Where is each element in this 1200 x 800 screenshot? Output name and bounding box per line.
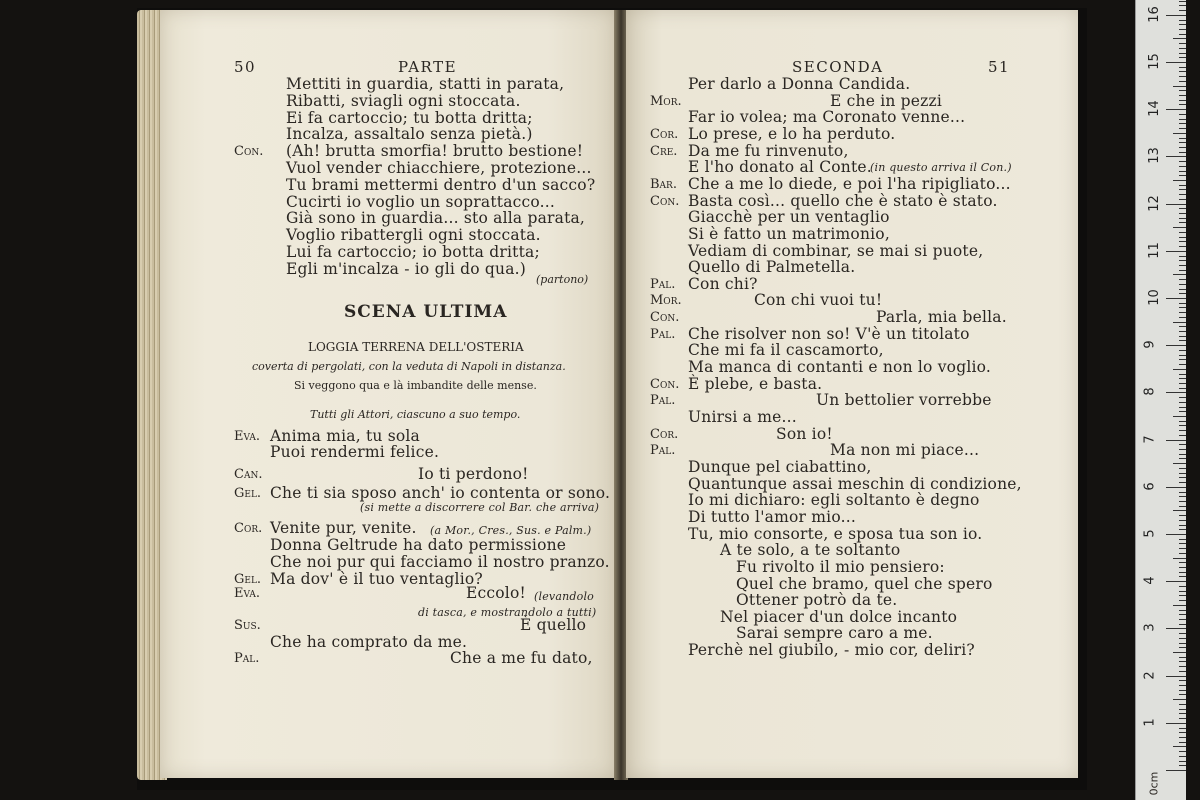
ruler-tick (1179, 128, 1186, 129)
ruler-tick (1179, 119, 1186, 120)
verse-line: Giacchè per un ventaglio (688, 208, 890, 227)
ruler-tick (1179, 718, 1186, 719)
verse-line: Quantunque assai meschin di condizione, (688, 474, 1022, 493)
ruler-tick (1179, 123, 1186, 124)
verse-line: Quello di Palmetella. (688, 258, 856, 277)
ruler-tick (1179, 175, 1186, 176)
ruler-tick (1179, 548, 1186, 549)
ruler-label: 7 (1142, 434, 1158, 444)
right-page-number: 51 (988, 58, 1011, 76)
ruler-tick (1166, 298, 1186, 299)
verse-line: di tasca, e mostrandolo a tutti) (418, 606, 597, 619)
ruler-tick (1166, 392, 1186, 393)
ruler-tick (1179, 388, 1186, 389)
ruler-tick (1179, 444, 1186, 445)
verse-line: Che noi pur qui facciamo il nostro pranzo. (270, 553, 610, 571)
speaker-label: Pal. (650, 393, 676, 409)
verse-line: Quel che bramo, quel che spero (736, 574, 993, 593)
ruler-tick (1179, 595, 1186, 596)
verse-line: Lo prese, e lo ha perduto. (688, 124, 896, 143)
ruler-tick (1179, 709, 1186, 710)
ruler-tick (1179, 638, 1186, 639)
verse-line: Ribatti, sviagli ogni stoccata. (286, 91, 521, 110)
ruler-tick (1179, 614, 1186, 615)
ruler-tick (1179, 20, 1186, 21)
ruler-tick (1179, 95, 1186, 96)
ruler-tick (1166, 109, 1186, 110)
ruler-tick (1179, 378, 1186, 379)
ruler-tick (1179, 355, 1186, 356)
setting-tables: Si veggono qua e là imbandite delle mense. (294, 379, 537, 392)
ruler-tick (1179, 482, 1186, 483)
ruler-tick (1179, 100, 1186, 101)
ruler-tick (1166, 62, 1186, 63)
ruler-tick (1179, 232, 1186, 233)
ruler-tick (1179, 690, 1186, 691)
ruler-tick (1173, 133, 1186, 134)
ruler-label: 4 (1142, 576, 1158, 585)
ruler-tick (1179, 567, 1186, 568)
ruler-tick (1179, 647, 1186, 648)
speaker-label: Con. (650, 310, 680, 326)
ruler-label: 12 (1146, 194, 1162, 212)
speaker-label: Pal. (650, 276, 676, 292)
ruler-tick (1179, 138, 1186, 139)
ruler-tick (1179, 680, 1186, 681)
ruler-tick (1166, 440, 1186, 441)
speaker-label: Can. (234, 467, 263, 482)
ruler-tick (1179, 246, 1186, 247)
ruler-tick (1179, 166, 1186, 167)
ruler-tick (1179, 643, 1186, 644)
verse-line: Voglio ribattergli ogni stoccata. (286, 226, 541, 245)
ruler-tick (1166, 723, 1186, 724)
ruler-tick (1179, 256, 1186, 257)
verse-line: Ma non mi piace... (830, 441, 980, 460)
verse-line: (si mette a discorrere col Bar. che arriva) (360, 501, 600, 514)
speaker-label: Cre. (650, 143, 678, 159)
ruler-tick (1179, 553, 1186, 554)
ruler-tick (1179, 147, 1186, 148)
left-page (160, 10, 616, 778)
ruler-tick (1179, 293, 1186, 294)
scene-title: SCENA ULTIMA (344, 302, 508, 322)
speaker-label: Pal. (234, 651, 260, 666)
verse-line: Che a me fu dato, (450, 649, 593, 667)
ruler-label: 14 (1146, 100, 1162, 117)
ruler-tick (1179, 270, 1186, 271)
ruler-label: 3 (1142, 623, 1158, 633)
ruler-tick (1179, 364, 1186, 365)
speaker-label: Gel. (234, 572, 262, 587)
ruler-tick (1179, 454, 1186, 455)
ruler-tick (1179, 208, 1186, 209)
ruler-tick (1166, 534, 1186, 535)
verse-line: Con chi? (688, 274, 758, 293)
speaker-label: Cor. (650, 426, 679, 442)
ruler-tick (1173, 605, 1186, 606)
ruler-tick (1166, 15, 1186, 16)
speaker-label: Cor. (234, 521, 263, 536)
verse-line: Di tutto l'amor mio... (688, 507, 856, 526)
verse-line: Ma manca di contanti e non lo voglio. (688, 358, 992, 377)
verse-line: E che in pezzi (830, 91, 943, 110)
ruler-tick (1173, 38, 1186, 39)
ruler-tick (1179, 515, 1186, 516)
ruler-label: 8 (1142, 387, 1158, 397)
ruler-tick (1173, 274, 1186, 275)
speaker-label: Con. (650, 376, 680, 392)
speaker-label: Bar. (650, 176, 677, 192)
verse-line: Nel piacer d'un dolce incanto (720, 607, 958, 626)
ruler-tick (1179, 5, 1186, 6)
ruler-tick (1179, 411, 1186, 412)
ruler-label: 9 (1142, 340, 1158, 349)
verse-line: Ottener potrò da te. (736, 591, 898, 610)
verse-line: E l'ho donato al Conte. (688, 158, 872, 177)
ruler-tick (1179, 340, 1186, 341)
speaker-label: Mor. (650, 93, 682, 109)
ruler-tick (1173, 416, 1186, 417)
verse-line: Si è fatto un matrimonio, (688, 224, 890, 243)
ruler-tick (1179, 407, 1186, 408)
ruler-tick (1173, 180, 1186, 181)
ruler-tick (1179, 529, 1186, 530)
ruler-tick (1179, 199, 1186, 200)
ruler-tick (1179, 458, 1186, 459)
ruler-unit: 0cm (1147, 771, 1161, 796)
verse-line: (levandolo (534, 590, 594, 603)
ruler-tick (1179, 576, 1186, 577)
ruler-label: 5 (1142, 529, 1158, 538)
verse-line: Che mi fa il cascamorto, (688, 341, 884, 360)
verse-line: Per darlo a Donna Candida. (688, 75, 911, 93)
ruler-tick (1179, 619, 1186, 620)
verse-line: Dunque pel ciabattino, (688, 457, 872, 476)
ruler-label: 2 (1142, 670, 1158, 680)
ruler-tick (1166, 676, 1186, 677)
ruler-tick (1179, 218, 1186, 219)
verse-line: È quello (520, 616, 587, 634)
ruler-tick (1179, 501, 1186, 502)
ruler-tick (1179, 279, 1186, 280)
ruler-tick (1179, 336, 1186, 337)
verse-line: Che a me lo diede, e poi l'ha ripigliato... (688, 174, 1011, 193)
ruler-tick (1173, 86, 1186, 87)
ruler-tick (1179, 152, 1186, 153)
verse-line: Basta così... quello che è stato è stato. (688, 191, 998, 210)
ruler-tick (1179, 756, 1186, 757)
verse-line: Eccolo! (466, 584, 526, 602)
verse-line: Parla, mia bella. (876, 308, 1007, 327)
verse-line: Son io! (776, 424, 833, 443)
ruler-tick (1166, 770, 1186, 771)
speaker-label: Con. (234, 144, 264, 160)
ruler-tick (1179, 1, 1186, 2)
verse-line: È plebe, e basta. (688, 374, 823, 393)
ruler-tick (1179, 326, 1186, 327)
speaker-label: Pal. (650, 326, 676, 342)
ruler-tick (1179, 449, 1186, 450)
ruler-tick (1179, 633, 1186, 634)
verse-line: (Ah! brutta smorfia! brutto bestione! (286, 142, 584, 161)
verse-line: (a Mor., Cres., Sus. e Palm.) (430, 524, 592, 537)
verse-line: A te solo, a te soltanto (720, 541, 901, 560)
ruler-tick (1179, 473, 1186, 474)
ruler-tick (1179, 24, 1186, 25)
ruler-tick (1166, 156, 1186, 157)
verse-line: (in questo arriva il Con.) (870, 161, 1012, 175)
verse-line: Già sono in guardia... sto alla parata, (286, 209, 586, 228)
speaker-label: Pal. (650, 443, 676, 459)
ruler-tick (1179, 761, 1186, 762)
ruler-tick (1179, 43, 1186, 44)
verse-line: Mettiti in guardia, statti in parata, (286, 75, 565, 93)
ruler-tick (1179, 421, 1186, 422)
ruler-tick (1179, 732, 1186, 733)
ruler-tick (1166, 628, 1186, 629)
ruler-label: 15 (1146, 53, 1162, 70)
ruler-tick (1179, 562, 1186, 563)
ruler-tick (1179, 265, 1186, 266)
ruler-tick (1179, 402, 1186, 403)
ruler-tick (1179, 397, 1186, 398)
ruler-tick (1179, 435, 1186, 436)
ruler-tick (1179, 425, 1186, 426)
ruler-tick (1179, 713, 1186, 714)
verse-line: Io ti perdono! (418, 465, 529, 483)
ruler-tick (1179, 685, 1186, 686)
left-running-head: PARTE (398, 58, 458, 76)
ruler-tick (1179, 194, 1186, 195)
verse-line: Ei fa cartoccio; tu botta dritta; (286, 108, 533, 127)
ruler-tick (1179, 610, 1186, 611)
ruler-tick (1166, 487, 1186, 488)
ruler-tick (1179, 666, 1186, 667)
ruler-tick (1179, 539, 1186, 540)
ruler-label: 13 (1146, 147, 1162, 165)
ruler-tick (1179, 317, 1186, 318)
speaker-label: Mor. (650, 293, 682, 309)
ruler-tick (1173, 558, 1186, 559)
ruler-tick (1179, 312, 1186, 313)
ruler-tick (1179, 468, 1186, 469)
ruler-tick (1179, 728, 1186, 729)
verse-line: Lui fa cartoccio; io botta dritta; (286, 243, 540, 261)
ruler-tick (1179, 114, 1186, 115)
ruler-tick (1179, 213, 1186, 214)
setting-heading: LOGGIA TERRENA DELL'OSTERIA (308, 340, 524, 354)
ruler-tick (1179, 383, 1186, 384)
ruler-tick (1179, 586, 1186, 587)
verse-line: Tu, mio consorte, e sposa tua son io. (688, 524, 983, 543)
ruler-tick (1179, 742, 1186, 743)
ruler-tick (1179, 67, 1186, 68)
ruler-label: 10 (1146, 289, 1162, 306)
ruler-tick (1179, 241, 1186, 242)
ruler-tick (1179, 81, 1186, 82)
verse-line: Con chi vuoi tu! (754, 291, 883, 310)
ruler-tick (1179, 53, 1186, 54)
speaker-label: Con. (650, 193, 680, 209)
ruler-tick (1166, 251, 1186, 252)
ruler-tick (1173, 322, 1186, 323)
ruler-tick (1179, 525, 1186, 526)
measuring-ruler (1135, 0, 1186, 800)
verse-line: Vuol vender chiacchiere, protezione... (286, 159, 592, 177)
ruler-tick (1179, 185, 1186, 186)
ruler-tick (1173, 510, 1186, 511)
ruler-tick (1166, 204, 1186, 205)
ruler-tick (1179, 704, 1186, 705)
ruler-tick (1179, 661, 1186, 662)
ruler-tick (1179, 171, 1186, 172)
ruler-tick (1179, 48, 1186, 49)
verse-line: Che ha comprato da me. (270, 633, 468, 651)
verse-line: Sarai sempre caro a me. (736, 624, 933, 643)
ruler-tick (1179, 189, 1186, 190)
verse-line: Cucirti io voglio un soprattacco... (286, 192, 556, 211)
ruler-tick (1179, 161, 1186, 162)
ruler-tick (1179, 104, 1186, 105)
ruler-tick (1179, 237, 1186, 238)
ruler-tick (1179, 29, 1186, 30)
ruler-tick (1173, 746, 1186, 747)
ruler-tick (1173, 369, 1186, 370)
ruler-tick (1179, 694, 1186, 695)
verse-line: Far io volea; ma Coronato venne... (688, 108, 966, 127)
ruler-tick (1179, 671, 1186, 672)
verse-line: Puoi rendermi felice. (270, 443, 440, 461)
speaker-label: Cor. (650, 126, 679, 142)
verse-line: Fu rivolto il mio pensiero: (736, 557, 945, 576)
verse-line: Incalza, assaltalo senza pietà.) (286, 125, 533, 144)
ruler-label: 16 (1146, 6, 1162, 23)
verse-line: Anima mia, tu sola (270, 427, 420, 445)
ruler-tick (1179, 307, 1186, 308)
ruler-tick (1179, 765, 1186, 766)
verse-line: Da me fu rinvenuto, (688, 141, 849, 160)
verse-line: Perchè nel giubilo, - mio cor, deliri? (688, 641, 975, 660)
ruler-tick (1179, 76, 1186, 77)
ruler-tick (1173, 699, 1186, 700)
ruler-tick (1179, 350, 1186, 351)
ruler-label: 1 (1142, 718, 1158, 727)
ruler-tick (1179, 430, 1186, 431)
verse-line: Un bettolier vorrebbe (816, 391, 992, 410)
ruler-tick (1179, 496, 1186, 497)
ruler-label: 11 (1146, 242, 1162, 259)
ruler-tick (1179, 520, 1186, 521)
verse-line: Egli m'incalza - io gli do qua.) (286, 259, 527, 278)
ruler-tick (1173, 463, 1186, 464)
ruler-tick (1179, 477, 1186, 478)
ruler-tick (1179, 543, 1186, 544)
verse-line: Ma dov' è il tuo ventaglio? (270, 570, 483, 588)
speaker-label: Gel. (234, 486, 262, 501)
right-running-head: SECONDA (792, 58, 884, 76)
verse-line: Io mi dichiaro: egli soltanto è degno (688, 491, 980, 510)
ruler-tick (1179, 34, 1186, 35)
speaker-label: Eva. (234, 586, 261, 601)
ruler-tick (1179, 71, 1186, 72)
ruler-tick (1179, 506, 1186, 507)
ruler-tick (1173, 227, 1186, 228)
setting-characters: Tutti gli Attori, ciascuno a suo tempo. (310, 408, 521, 421)
ruler-tick (1179, 492, 1186, 493)
ruler-tick (1179, 289, 1186, 290)
verse-line: Venite pur, venite. (270, 519, 417, 537)
ruler-tick (1166, 581, 1186, 582)
ruler-tick (1179, 591, 1186, 592)
ruler-tick (1179, 600, 1186, 601)
ruler-tick (1179, 737, 1186, 738)
ruler-tick (1173, 652, 1186, 653)
setting-description: coverta di pergolati, con la veduta di Napoli in distanza. (252, 360, 566, 373)
ruler-tick (1179, 90, 1186, 91)
speaker-label: Sus. (234, 618, 261, 633)
ruler-tick (1179, 624, 1186, 625)
ruler-tick (1179, 572, 1186, 573)
verse-line: Che ti sia sposo anch' io contenta or sono. (270, 484, 611, 502)
verse-line: Donna Geltrude ha dato permissione (270, 536, 567, 554)
ruler-tick (1179, 374, 1186, 375)
ruler-tick (1179, 10, 1186, 11)
ruler-tick (1179, 331, 1186, 332)
exit-direction: (partono) (536, 273, 589, 286)
verse-line: Unirsi a me... (688, 408, 797, 426)
ruler-tick (1179, 751, 1186, 752)
ruler-tick (1179, 222, 1186, 223)
ruler-tick (1179, 359, 1186, 360)
right-page (626, 10, 1078, 778)
ruler-tick (1179, 657, 1186, 658)
verse-line: Che risolver non so! V'è un titolato (688, 324, 970, 343)
ruler-tick (1179, 142, 1186, 143)
verse-line: Vediam di combinar, se mai si puote, (688, 241, 984, 260)
ruler-label: 6 (1142, 482, 1158, 491)
speaker-label: Eva. (234, 429, 261, 444)
ruler-tick (1179, 303, 1186, 304)
ruler-tick (1166, 345, 1186, 346)
ruler-tick (1179, 57, 1186, 58)
left-page-number: 50 (234, 58, 257, 76)
verse-line: Tu brami mettermi dentro d'un sacco? (286, 175, 596, 194)
ruler-tick (1179, 284, 1186, 285)
ruler-tick (1179, 260, 1186, 261)
